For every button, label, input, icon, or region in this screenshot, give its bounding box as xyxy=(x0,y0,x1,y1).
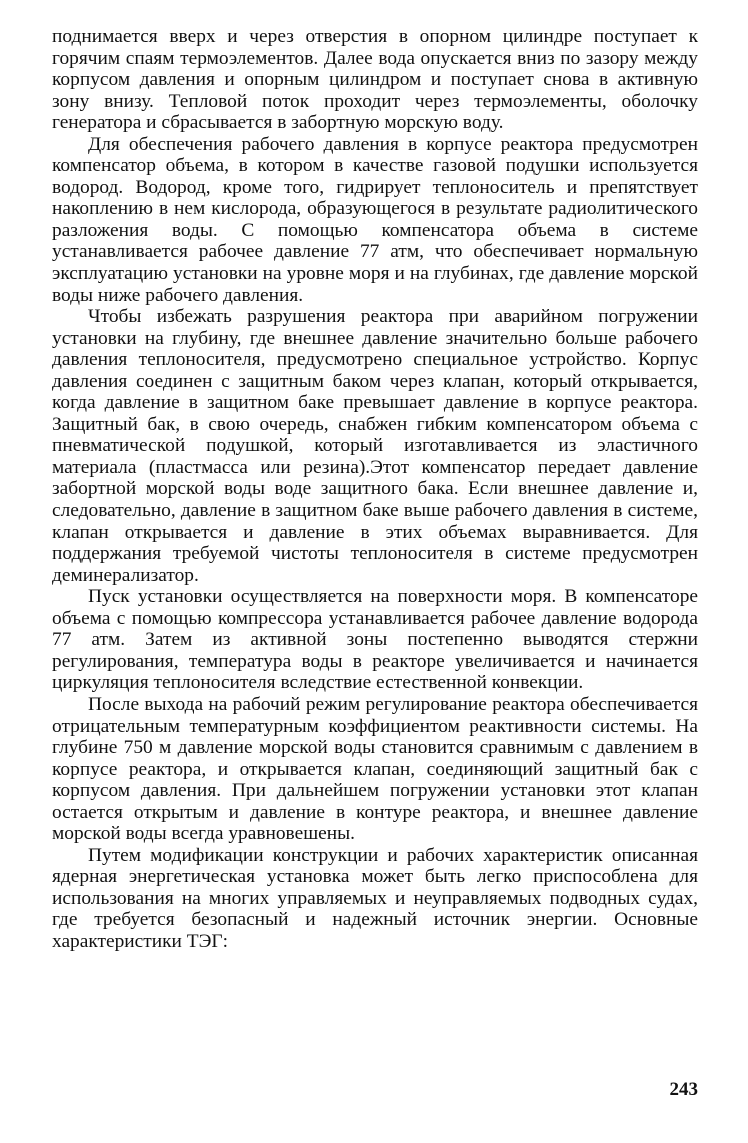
paragraph-protective-tank: Чтобы избежать разрушения реактора при аварийном погружении установки на глубину, где внешнее давление значительно больше рабочего давления теплоносителя, предусмотрено специальное устройство. Корпус давления соединен с защитным баком через клапан, который открывается, когда давление в защитном баке превышает давление в корпусе реактора. Защитный бак, в свою очередь, снабжен гибким компенсатором объема с пневматической подушкой, который изготавливается из эластичного материала (пластмасса или резина).Этот компенсатор передает давление забортной морской воды воде защитного бака. Если внешнее давление и, следовательно, давление в защитном баке выше рабочего давления в системе, клапан открывается и давление в этих объемах выравнивается. Для поддержания требуемой чистоты теплоносителя в системе предусмотрен деминерализатор. xyxy=(52,306,698,586)
paragraph-startup: Пуск установки осуществляется на поверхности моря. В компенсаторе объема с помощью компрессора устанавливается рабочее давление водорода 77 атм. Затем из активной зоны постепенно выводятся стержни регулирования, температура воды в реакторе увеличивается и начинается циркуляция теплоносителя вследствие естественной конвекции. xyxy=(52,586,698,694)
body-text xyxy=(52,26,698,953)
paragraph-continued: поднимается вверх и через отверстия в опорном цилиндре поступает к горячим спаям термоэлементов. Далее вода опускается вниз по зазору между корпусом давления и опорным цилиндром и поступает снова в активную зону внизу. Тепловой поток проходит через термоэлементы, оболочку генератора и сбрасывается в забортную морскую воду. xyxy=(52,26,698,134)
paragraph-operating-mode: После выхода на рабочий режим регулирование реактора обеспечивается отрицательным температурным коэффициентом реактивности системы. На глубине 750 м давление морской воды становится сравнимым с давлением в корпусе реактора, и открывается клапан, соединяющий защитный бак с корпусом давления. При дальнейшем погружении установки этот клапан остается открытым и давление в контуре реактора, и внешнее давление морской воды всегда уравновешены. xyxy=(52,693,698,845)
paragraph-modification: Путем модификации конструкции и рабочих характеристик описанная ядерная энергетическая установка может быть легко приспособлена для использования на многих управляемых и неуправляемых подводных судах, где требуется безопасный и надежный источник энергии. Основные характеристики ТЭГ: xyxy=(52,844,698,952)
page-number: 243 xyxy=(669,1079,698,1100)
paragraph-pressure-compensator: Для обеспечения рабочего давления в корпусе реактора предусмотрен компенсатор объема, в котором в качестве газовой подушки используется водород. Водород, кроме того, гидрирует теплоноситель и препятствует накоплению в нем кислорода, образующегося в результате радиолитического разложения воды. С помощью компенсатора объема в системе устанавливается рабочее давление 77 атм, что обеспечивает нормальную эксплуатацию установки на уровне моря и на глубинах, где давление морской воды ниже рабочего давления. xyxy=(52,133,698,306)
